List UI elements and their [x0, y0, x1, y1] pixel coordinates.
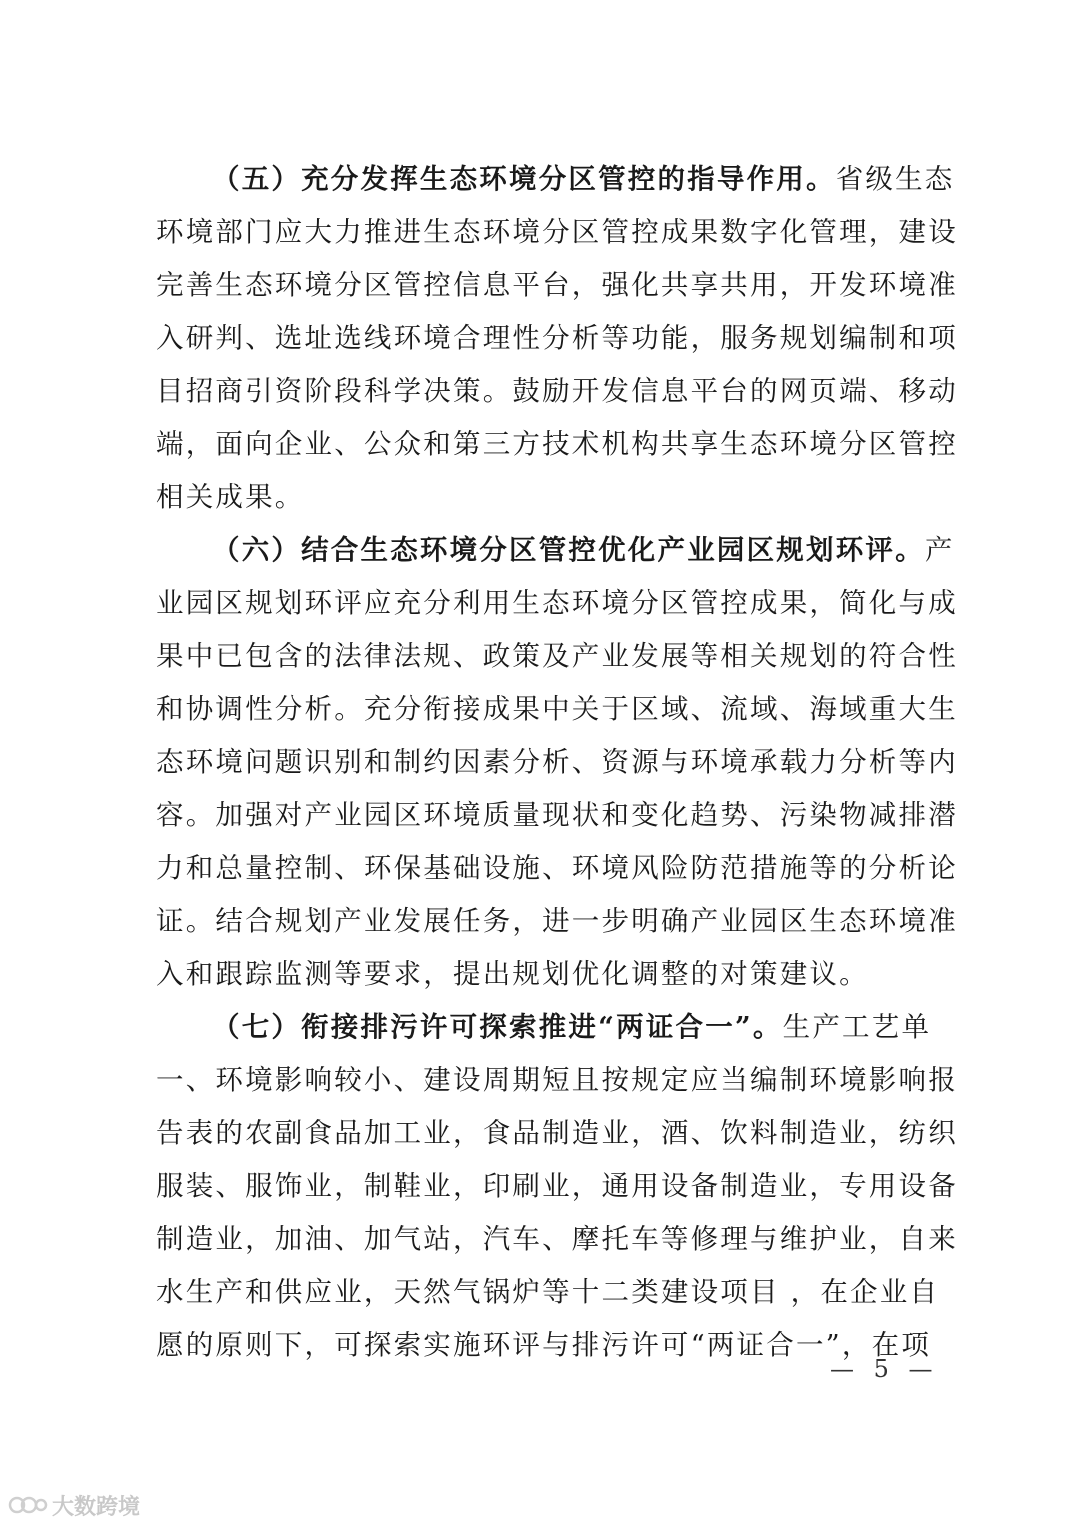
paragraph-7-line-6: 水生产和供应业，天然气锅炉等十二类建设项目 ，在企业自: [156, 1276, 940, 1308]
watermark-logo-icon: [8, 1492, 48, 1518]
paragraph-6-text: 产: [924, 534, 955, 566]
paragraph-6-line-4: 和协调性分析。充分衔接成果中关于区域、流域、海域重大生: [156, 693, 958, 725]
paragraph-6-line-3: 果中已包含的法律法规、政策及产业发展等相关规划的符合性: [156, 640, 958, 672]
paragraph-6-line-2: 业园区规划环评应充分利用生态环境分区管控成果，简化与成: [156, 587, 958, 619]
paragraph-6-line-9: 入和跟踪监测等要求，提出规划优化调整的对策建议。: [156, 958, 869, 990]
paragraph-7-line-4: 服装、服饰业，制鞋业，印刷业，通用设备制造业，专用设备: [156, 1170, 958, 1202]
paragraph-7-line-5: 制造业，加油、加气站，汽车、摩托车等修理与维护业，自来: [156, 1223, 958, 1255]
paragraph-5-line-3: 完善生态环境分区管控信息平台，强化共享共用，开发环境准: [156, 269, 958, 301]
paragraph-6-line-7: 力和总量控制、环保基础设施、环境风险防范措施等的分析论: [156, 852, 958, 884]
paragraph-7-line-3: 告表的农副食品加工业，食品制造业，酒、饮料制造业，纺织: [156, 1117, 958, 1149]
paragraph-5-text: 省级生态: [835, 163, 955, 195]
paragraph-7-heading: （七）衔接排污许可探索推进“两证合一”。: [212, 1011, 783, 1043]
paragraph-7-text: 生产工艺单: [782, 1011, 932, 1043]
paragraph-5-line-6: 端，面向企业、公众和第三方技术机构共享生态环境分区管控: [156, 428, 958, 460]
paragraph-7-line-1: [156, 1001, 932, 1054]
paragraph-5-line-5: 目招商引资阶段科学决策。鼓励开发信息平台的网页端、移动: [156, 375, 958, 407]
paragraph-5-heading: （五）充分发挥生态环境分区管控的指导作用。: [212, 163, 836, 195]
watermark: [8, 1490, 140, 1520]
body-text: [156, 153, 958, 1372]
paragraph-5-line-4: 入研判、选址选线环境合理性分析等功能，服务规划编制和项: [156, 322, 958, 354]
paragraph-6-heading: （六）结合生态环境分区管控优化产业园区规划环评。: [212, 534, 925, 566]
paragraph-6-line-8: 证。结合规划产业发展任务，进一步明确产业园区生态环境准: [156, 905, 958, 937]
page-number: — 5 —: [830, 1355, 939, 1383]
paragraph-6-line-5: 态环境问题识别和制约因素分析、资源与环境承载力分析等内: [156, 746, 958, 778]
paragraph-7-line-7: 愿的原则下，可探索实施环评与排污许可“两证合一”，在项: [156, 1329, 932, 1361]
paragraph-5-line-7: 相关成果。: [156, 481, 305, 513]
paragraph-7-line-2: 一、环境影响较小、建设周期短且按规定应当编制环境影响报: [156, 1064, 958, 1096]
paragraph-6-line-1: [156, 524, 955, 577]
paragraph-5-line-1: [156, 153, 955, 206]
watermark-text: 大数跨境: [52, 1494, 141, 1520]
paragraph-5-line-2: 环境部门应大力推进生态环境分区管控成果数字化管理，建设: [156, 216, 958, 248]
paragraph-6-line-6: 容。加强对产业园区环境质量现状和变化趋势、污染物减排潜: [156, 799, 958, 831]
